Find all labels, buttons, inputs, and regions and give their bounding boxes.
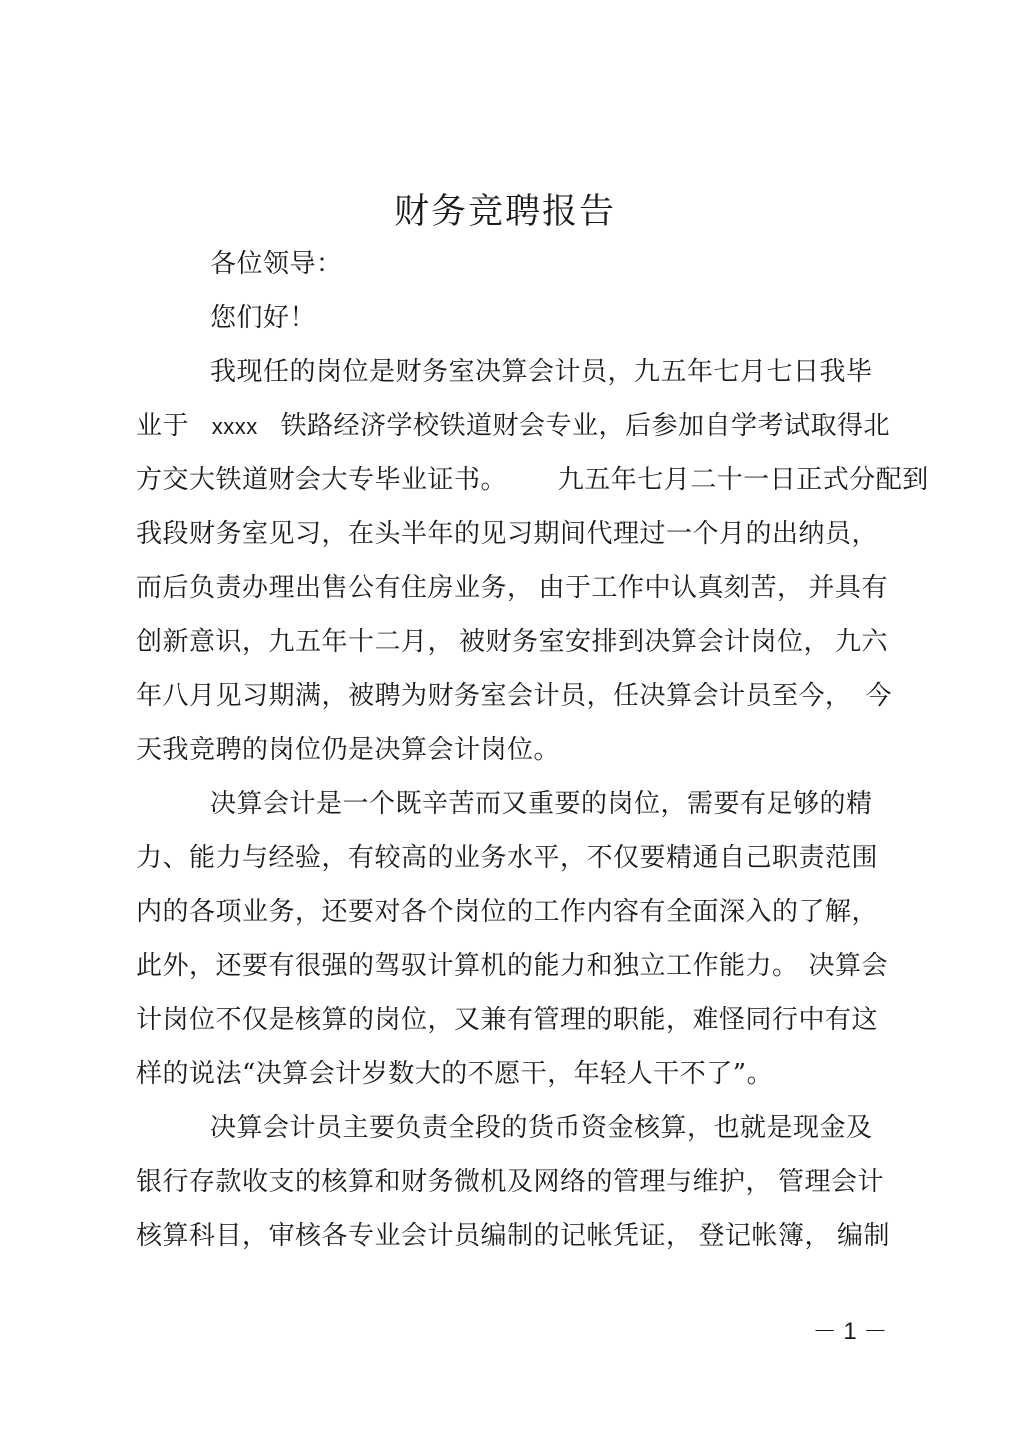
paragraph-1-line-8: 天我竞聘的岗位仍是决算会计岗位。: [136, 735, 561, 765]
paragraph-2-line-3: 内的各项业务，还要对各个岗位的工作内容有全面深入的了解，: [136, 897, 879, 927]
paragraph-3-line-1: 决算会计员主要负责全段的货币资金核算，也就是现金及: [210, 1113, 873, 1143]
paragraph-1-line-2: 业于 xxxx 铁路经济学校铁道财会专业，后参加自学考试取得北: [136, 411, 891, 441]
paragraph-2-line-4: 此外，还要有很强的驾驭计算机的能力和独立工作能力。 决算会: [136, 951, 888, 981]
paragraph-1-line-3: 方交大铁道财会大专毕业证书。 九五年七月二十一日正式分配到: [136, 465, 929, 495]
paragraph-2-line-6: 样的说法“决算会计岁数大的不愿干，年轻人干不了”。: [136, 1059, 774, 1089]
document-title: 财务竞聘报告: [393, 192, 616, 232]
page-number: － 1 －: [812, 1318, 888, 1345]
paragraph-3-line-2: 银行存款收支的核算和财务微机及网络的管理与维护， 管理会计: [136, 1167, 884, 1197]
paragraph-1-line-6: 创新意识，九五年十二月， 被财务室安排到决算会计岗位， 九六: [136, 627, 888, 657]
paragraph-2-line-2: 力、能力与经验，有较高的业务水平， 不仅要精通自己职责范围: [136, 843, 879, 873]
paragraph-2-line-5: 计岗位不仅是核算的岗位， 又兼有管理的职能， 难怪同行中有这: [136, 1005, 879, 1035]
paragraph-1-line-7: 年八月见习期满，被聘为财务室会计员，任决算会计员至今， 今: [136, 681, 892, 711]
school-name-placeholder: xxxx: [211, 414, 258, 439]
salutation: 各位领导：: [210, 249, 343, 279]
paragraph-1-line-4: 我段财务室见习，在头半年的见习期间代理过一个月的出纳员，: [136, 519, 879, 549]
greeting: 您们好！: [210, 303, 317, 333]
paragraph-1-line-1: 我现任的岗位是财务室决算会计员，九五年七月七日我毕: [210, 357, 873, 387]
paragraph-1-line-5: 而后负责办理出售公有住房业务， 由于工作中认真刻苦， 并具有: [136, 573, 888, 603]
paragraph-2-line-1: 决算会计是一个既辛苦而又重要的岗位，需要有足够的精: [210, 789, 873, 819]
paragraph-3-line-3: 核算科目，审核各专业会计员编制的记帐凭证， 登记帐簿， 编制: [136, 1221, 890, 1251]
